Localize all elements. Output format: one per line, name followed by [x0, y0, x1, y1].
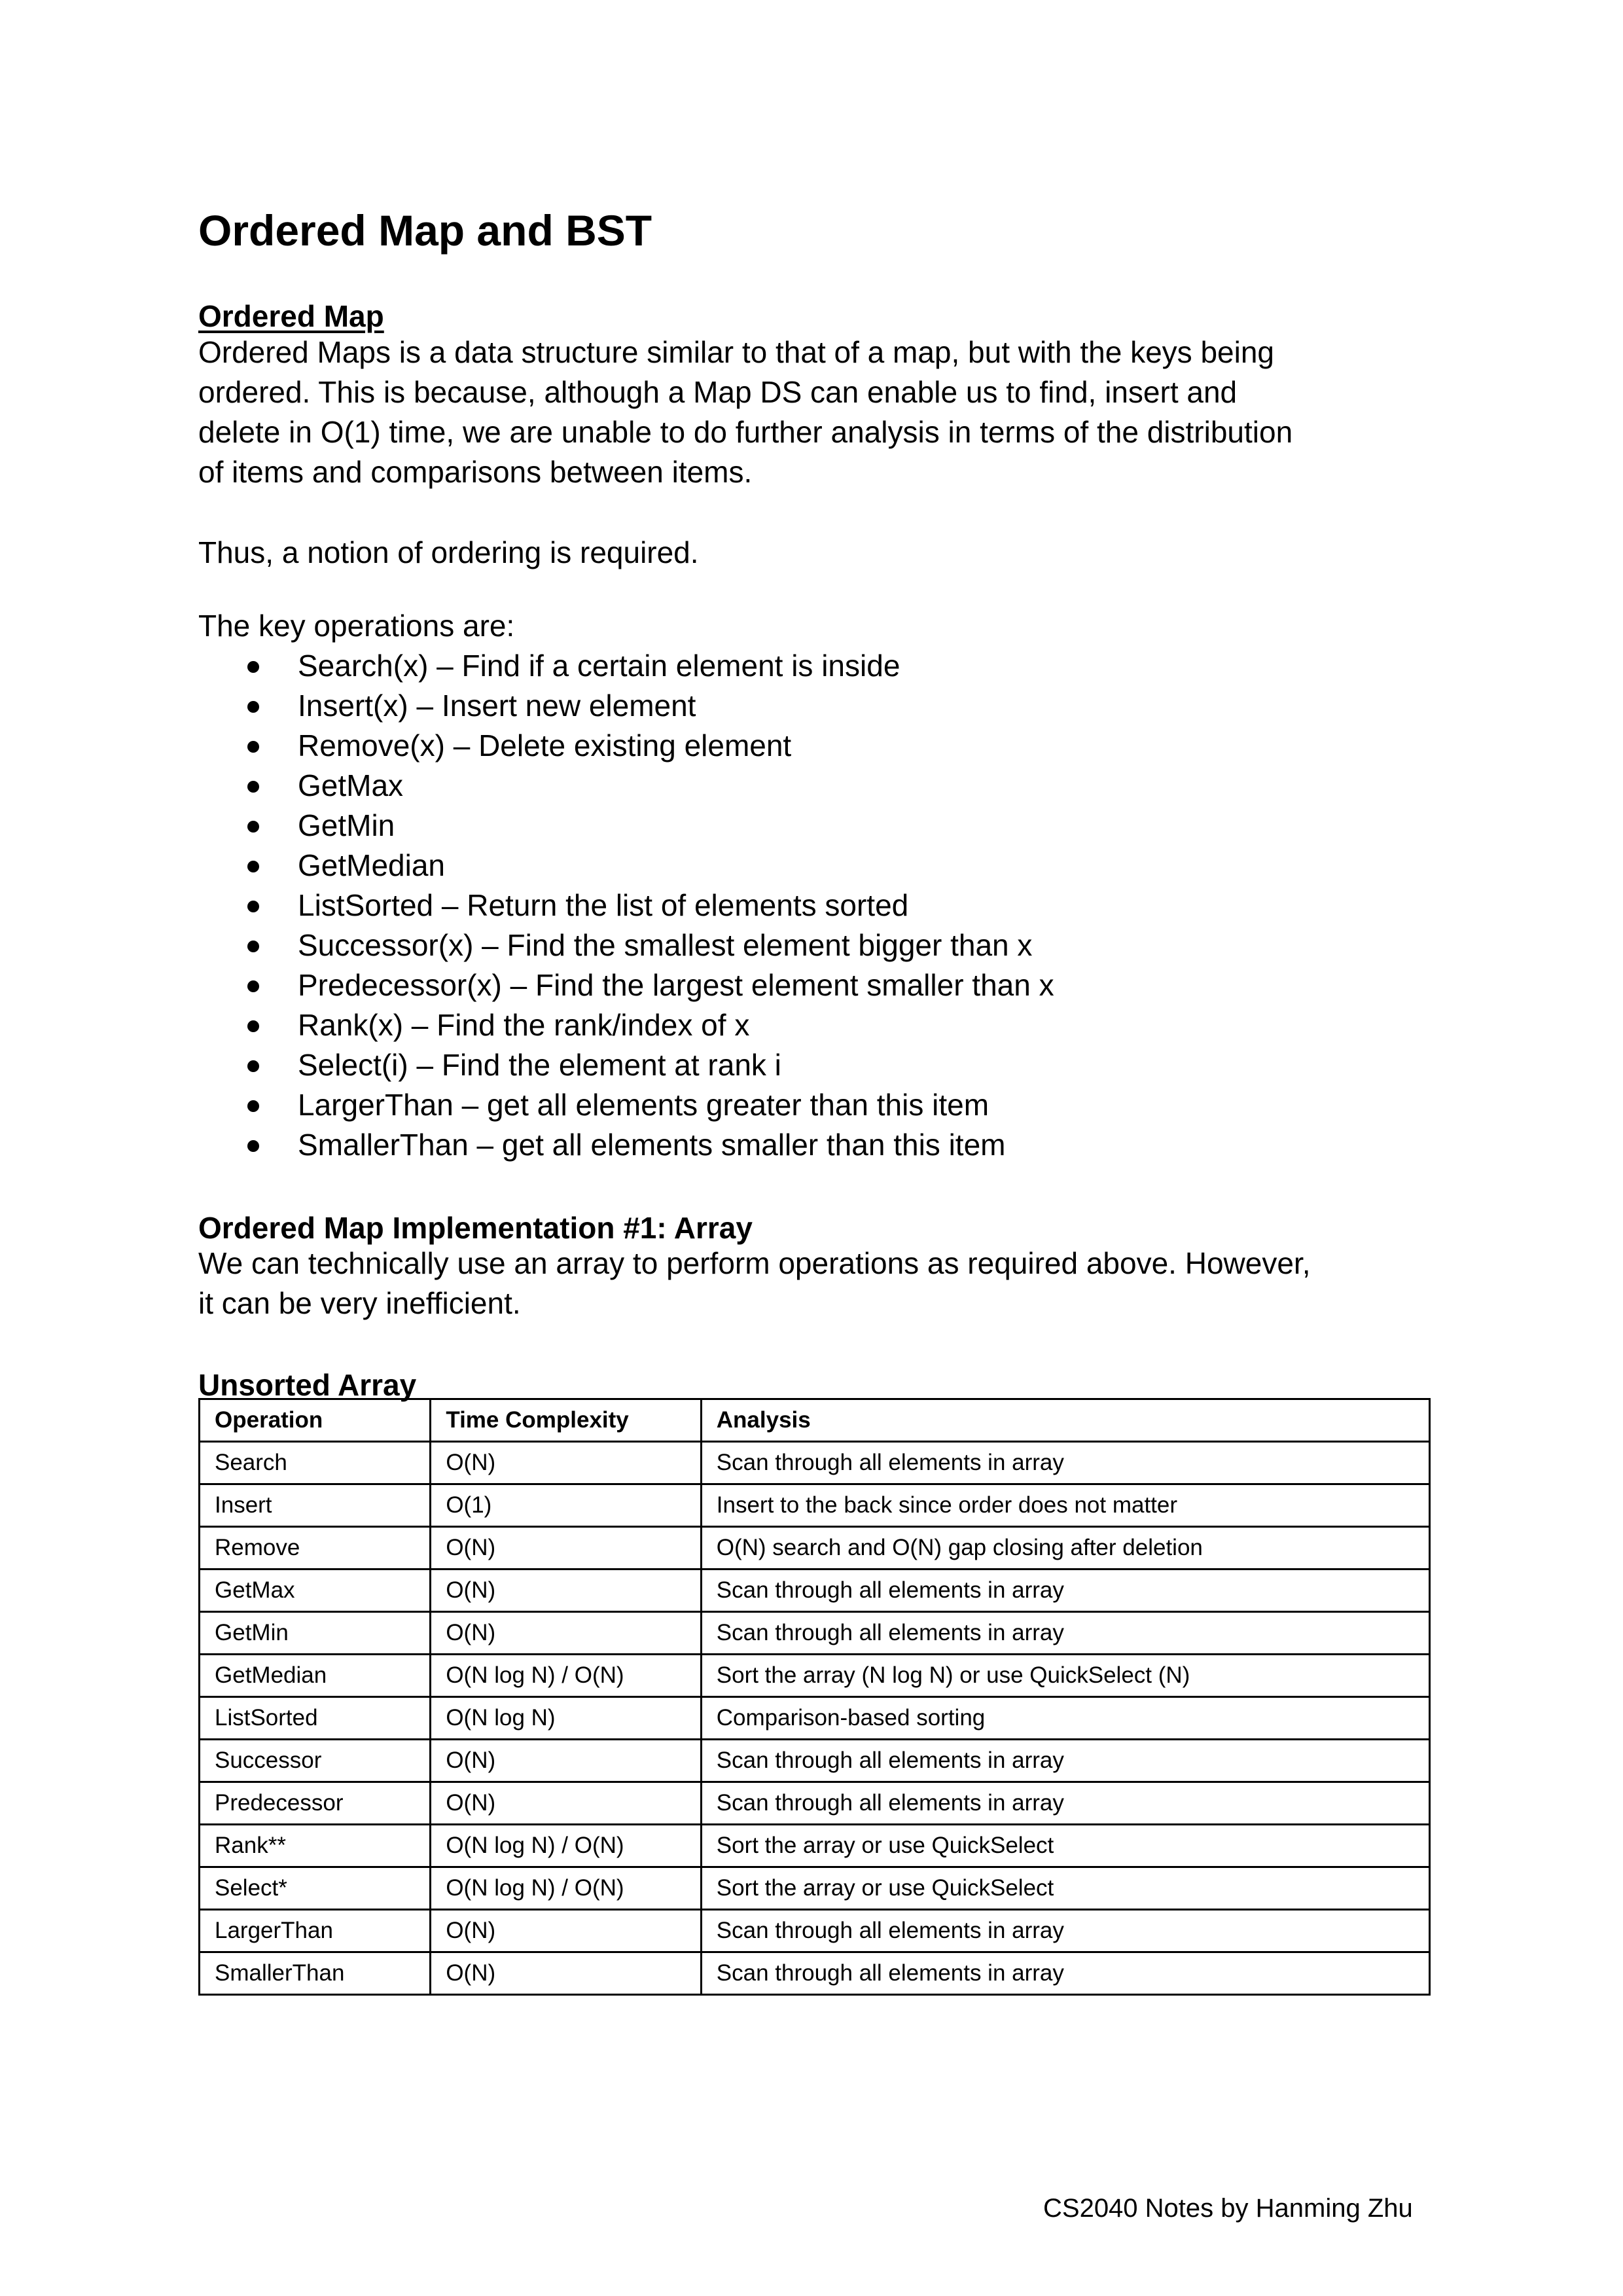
list-item-text: Remove(x) – Delete existing element	[298, 728, 792, 762]
cell-time-complexity: O(N)	[431, 1952, 701, 1995]
cell-operation: ListSorted	[200, 1697, 431, 1740]
cell-time-complexity: O(N log N) / O(N)	[431, 1825, 701, 1867]
cell-analysis: Scan through all elements in array	[701, 1910, 1429, 1952]
paragraph-line: ordered. This is because, although a Map DS can enable us to find, insert and	[198, 375, 1238, 409]
table-row	[200, 1612, 1430, 1655]
operations-list	[198, 646, 1054, 1165]
cell-operation: Remove	[200, 1527, 431, 1570]
cell-operation: LargerThan	[200, 1910, 431, 1952]
list-item-text: Select(i) – Find the element at rank i	[298, 1048, 781, 1082]
bullet-icon	[247, 1020, 259, 1032]
cell-analysis: Comparison-based sorting	[701, 1697, 1429, 1740]
cell-time-complexity: O(N)	[431, 1612, 701, 1655]
cell-analysis: Scan through all elements in array	[701, 1612, 1429, 1655]
list-item	[198, 806, 1054, 846]
cell-time-complexity: O(N)	[431, 1782, 701, 1825]
cell-operation: Search	[200, 1442, 431, 1484]
table-row	[200, 1782, 1430, 1825]
page-footer: CS2040 Notes by Hanming Zhu	[1043, 2194, 1413, 2223]
list-item	[198, 686, 1054, 726]
list-item	[198, 1125, 1054, 1165]
cell-operation: GetMax	[200, 1570, 431, 1612]
cell-operation: Predecessor	[200, 1782, 431, 1825]
list-item-text: Rank(x) – Find the rank/index of x	[298, 1008, 750, 1042]
table-row	[200, 1484, 1430, 1527]
table-row	[200, 1527, 1430, 1570]
bullet-icon	[247, 1100, 259, 1112]
table-row	[200, 1740, 1430, 1782]
cell-analysis: Scan through all elements in array	[701, 1442, 1429, 1484]
cell-operation: Insert	[200, 1484, 431, 1527]
list-item	[198, 1005, 1054, 1045]
list-item	[198, 1045, 1054, 1085]
list-item	[198, 766, 1054, 806]
list-item-text: SmallerThan – get all elements smaller than this item	[298, 1128, 1006, 1162]
cell-analysis: Sort the array or use QuickSelect	[701, 1867, 1429, 1910]
cell-operation: Select*	[200, 1867, 431, 1910]
table-row	[200, 1952, 1430, 1995]
column-header-time-complexity: Time Complexity	[431, 1399, 701, 1442]
table-row	[200, 1442, 1430, 1484]
cell-time-complexity: O(1)	[431, 1484, 701, 1527]
page-title: Ordered Map and BST	[198, 206, 652, 255]
list-item	[198, 965, 1054, 1005]
conclusion-text: Thus, a notion of ordering is required.	[198, 535, 699, 569]
list-item-text: GetMax	[298, 768, 404, 802]
table-row	[200, 1910, 1430, 1952]
bullet-icon	[247, 821, 259, 833]
bullet-icon	[247, 741, 259, 753]
list-item	[198, 886, 1054, 925]
cell-operation: Rank**	[200, 1825, 431, 1867]
table-row	[200, 1867, 1430, 1910]
cell-time-complexity: O(N log N)	[431, 1697, 701, 1740]
list-item-text: LargerThan – get all elements greater than this item	[298, 1088, 990, 1122]
cell-time-complexity: O(N)	[431, 1442, 701, 1484]
list-item-text: GetMin	[298, 808, 395, 842]
bullet-icon	[247, 901, 259, 912]
cell-time-complexity: O(N)	[431, 1570, 701, 1612]
cell-operation: Successor	[200, 1740, 431, 1782]
list-item-text: ListSorted – Return the list of elements sorted	[298, 888, 909, 922]
subheading-unsorted-array: Unsorted Array	[198, 1368, 417, 1402]
bullet-icon	[247, 701, 259, 713]
cell-analysis: Scan through all elements in array	[701, 1740, 1429, 1782]
table-row	[200, 1655, 1430, 1697]
bullet-icon	[247, 1060, 259, 1072]
cell-operation: SmallerThan	[200, 1952, 431, 1995]
cell-operation: GetMin	[200, 1612, 431, 1655]
section-heading-ordered-map: Ordered Map	[198, 299, 384, 333]
list-item	[198, 726, 1054, 766]
intro-paragraph	[198, 332, 1293, 492]
list-item	[198, 846, 1054, 886]
list-item-text: Insert(x) – Insert new element	[298, 689, 696, 723]
cell-analysis: Scan through all elements in array	[701, 1570, 1429, 1612]
column-header-analysis: Analysis	[701, 1399, 1429, 1442]
section-heading-array-implementation: Ordered Map Implementation #1: Array	[198, 1211, 753, 1245]
bullet-icon	[247, 941, 259, 952]
table-row	[200, 1697, 1430, 1740]
cell-time-complexity: O(N)	[431, 1910, 701, 1952]
table-row	[200, 1825, 1430, 1867]
list-item	[198, 646, 1054, 686]
cell-time-complexity: O(N log N) / O(N)	[431, 1867, 701, 1910]
bullet-icon	[247, 861, 259, 872]
bullet-icon	[247, 980, 259, 992]
bullet-icon	[247, 1140, 259, 1152]
table-row	[200, 1570, 1430, 1612]
paragraph-line: delete in O(1) time, we are unable to do further analysis in terms of the distribution	[198, 415, 1293, 449]
list-item	[198, 1085, 1054, 1125]
complexity-table	[198, 1398, 1431, 1996]
cell-analysis: Scan through all elements in array	[701, 1782, 1429, 1825]
cell-time-complexity: O(N)	[431, 1527, 701, 1570]
paragraph-line: Ordered Maps is a data structure similar to that of a map, but with the keys being	[198, 335, 1275, 369]
bullet-icon	[247, 781, 259, 793]
operations-intro: The key operations are:	[198, 609, 515, 643]
bullet-icon	[247, 661, 259, 673]
table-header-row	[200, 1399, 1430, 1442]
table-body	[200, 1442, 1430, 1995]
cell-time-complexity: O(N log N) / O(N)	[431, 1655, 701, 1697]
paragraph-line: it can be very inefficient.	[198, 1286, 521, 1320]
cell-analysis: Insert to the back since order does not matter	[701, 1484, 1429, 1527]
list-item-text: GetMedian	[298, 848, 446, 882]
paragraph-line: We can technically use an array to perform operations as required above. However,	[198, 1246, 1311, 1280]
cell-analysis: Scan through all elements in array	[701, 1952, 1429, 1995]
list-item-text: Predecessor(x) – Find the largest element smaller than x	[298, 968, 1054, 1002]
cell-analysis: Sort the array or use QuickSelect	[701, 1825, 1429, 1867]
list-item-text: Successor(x) – Find the smallest element bigger than x	[298, 928, 1033, 962]
cell-time-complexity: O(N)	[431, 1740, 701, 1782]
array-paragraph	[198, 1244, 1310, 1323]
paragraph-line: of items and comparisons between items.	[198, 455, 753, 489]
list-item-text: Search(x) – Find if a certain element is inside	[298, 649, 901, 683]
list-item	[198, 925, 1054, 965]
cell-operation: GetMedian	[200, 1655, 431, 1697]
cell-analysis: O(N) search and O(N) gap closing after deletion	[701, 1527, 1429, 1570]
cell-analysis: Sort the array (N log N) or use QuickSelect (N)	[701, 1655, 1429, 1697]
column-header-operation: Operation	[200, 1399, 431, 1442]
